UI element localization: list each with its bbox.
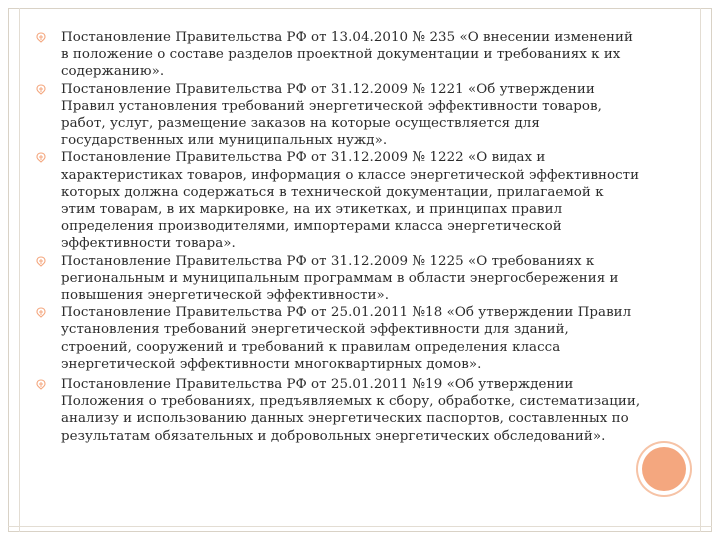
- list-item-text: Постановление Правительства РФ от 25.01.2011 №18 «Об утверждении Правил установления требований энергетической эффективности для зданий, строений, сооружений и требований к правилам определения класса энергетической эффективности многоквартирных домов».: [61, 305, 632, 372]
- list-item-text: Постановление Правительства РФ от 31.12.2009 № 1222 «О видах и характеристиках товаров, информация о классе энергетической эффективности которых должна содержаться в технической документации, прилагаемой к этим товарам, в их маркировке, на их этикетках, и принципах правил определения производителями, импортерами класса энергетической эффективности товара».: [61, 150, 640, 252]
- list-item-text: Постановление Правительства РФ от 13.04.2010 № 235 «О внесении изменений в положение о составе разделов проектной документации и требованиях к их содержанию».: [61, 30, 633, 80]
- slide-frame-right-rule: [700, 8, 712, 532]
- list-item: [42, 376, 642, 445]
- list-item-text: Постановление Правительства РФ от 31.12.2009 № 1225 «О требованиях к региональным и муниципальным программам в области энергосбережения и повышения энергетической эффективности».: [61, 253, 619, 304]
- regulation-list: [42, 29, 642, 445]
- list-item: [42, 29, 642, 81]
- slide-frame-bottom-rule: [8, 526, 712, 532]
- fleuron-bullet-icon: [36, 307, 46, 318]
- list-item-text: Постановление Правительства РФ от 31.12.2009 № 1221 «Об утверждении Правил установления требований энергетической эффективности товаров, работ, услуг, размещение заказов на которые осуществляется для государственных или муниципальных нужд».: [61, 81, 602, 149]
- list-item: [42, 304, 642, 373]
- fleuron-bullet-icon: [36, 32, 46, 43]
- fleuron-bullet-icon: [36, 379, 46, 390]
- list-item: [42, 149, 642, 252]
- decorative-circle: [642, 447, 686, 491]
- fleuron-bullet-icon: [36, 256, 46, 267]
- fleuron-bullet-icon: [36, 84, 46, 95]
- list-item: [42, 81, 642, 150]
- fleuron-bullet-icon: [36, 152, 46, 163]
- list-item: [42, 253, 642, 305]
- slide-frame-left-rule: [8, 8, 20, 532]
- list-item-text: Постановление Правительства РФ от 25.01.2011 №19 «Об утверждении Положения о требованиях, предъявляемых к сбору, обработке, систематизации, анализу и использованию данных энергетических паспортов, составленных по результатам обязательных и добровольных энергетических обследований».: [61, 377, 641, 444]
